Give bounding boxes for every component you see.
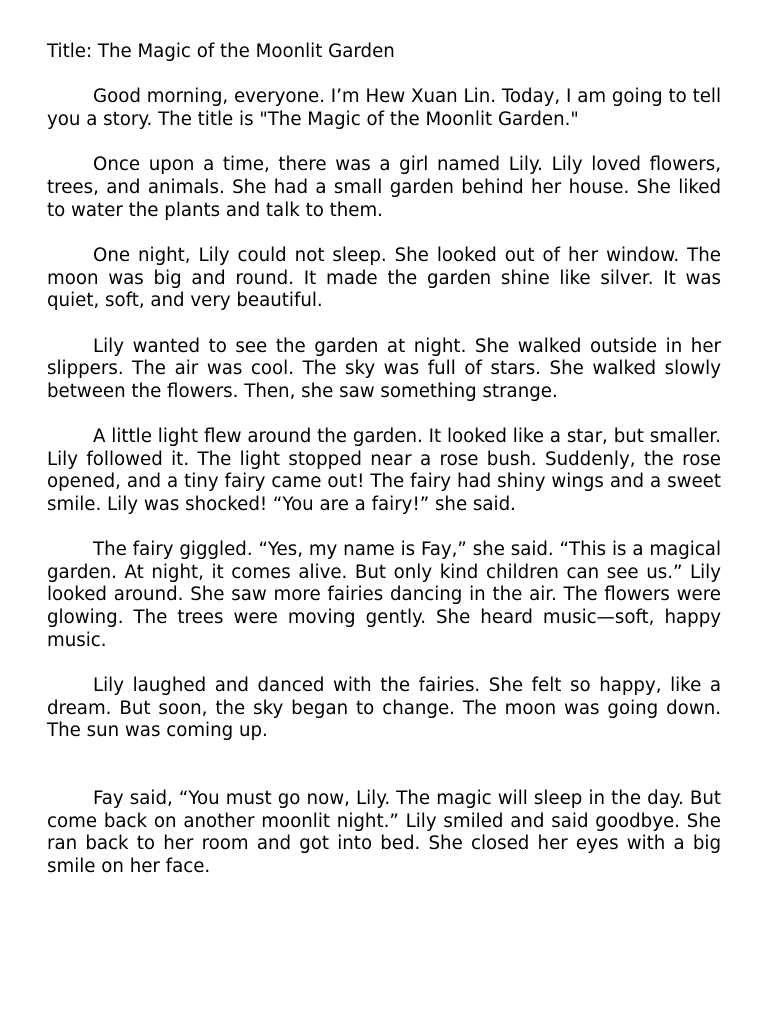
paragraph-lily-garden: Once upon a time, there was a girl named Lily. Lily loved flowers, trees, and animals. She had a small garden behind her house. She liked to water the plants and talk to them. (47, 154, 721, 221)
paragraph-introduction: Good morning, everyone. I’m Hew Xuan Lin. Today, I am going to tell you a story. The title is "The Magic of the Moonlit Garden." (47, 86, 721, 130)
paragraph-dance: Lily laughed and danced with the fairies. She felt so happy, like a dream. But soon, the sky began to change. The moon was going down. The sun was coming up. (47, 675, 721, 742)
paragraph-goodbye: Fay said, “You must go now, Lily. The magic will sleep in the day. But come back on another moonlit night.” Lily smiled and said goodbye. She ran back to her room and got into bed. She closed her eyes with a big smile on her face. (47, 788, 721, 877)
paragraph-fay: The fairy giggled. “Yes, my name is Fay,” she said. “This is a magical garden. At night, it comes alive. But only kind children can see us.” Lily looked around. She saw more fairies dancing in the air. The flowers were glowing. The trees were moving gently. She heard music—soft, happy music. (47, 539, 721, 651)
paragraph-walk-outside: Lily wanted to see the garden at night. She walked outside in her slippers. The air was cool. The sky was full of stars. She walked slowly between the flowers. Then, she saw something strange. (47, 335, 721, 402)
paragraph-fairy-appears: A little light flew around the garden. It looked like a star, but smaller. Lily followed it. The light stopped near a rose bush. Suddenly, the rose opened, and a tiny fairy came out! The fairy had shiny wings and a sweet smile. Lily was shocked! “You are a fairy!” she said. (47, 426, 721, 515)
paragraph-night: One night, Lily could not sleep. She looked out of her window. The moon was big and round. It made the garden shine like silver. It was quiet, soft, and very beautiful. (47, 244, 721, 312)
story-title: Title: The Magic of the Moonlit Garden (47, 41, 395, 62)
document-page (47, 41, 721, 901)
